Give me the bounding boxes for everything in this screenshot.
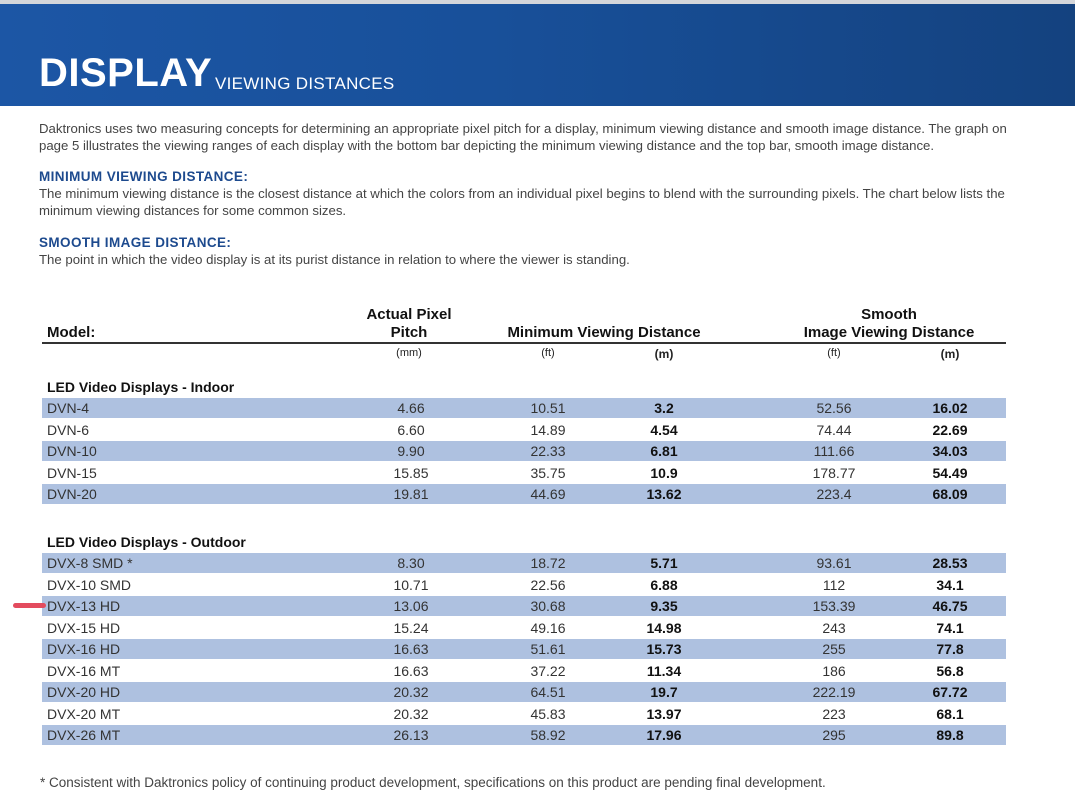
outdoor-group-title: LED Video Displays - Outdoor	[47, 534, 246, 550]
intro-paragraph: Daktronics uses two measuring concepts for determining an appropriate pixel pitch for a display, minimum viewing distance and smooth image distance. The graph on page 5 illustrates the viewing ranges of each display with the bottom bar depicting the minimum viewing distance and the top bar, smooth image distance.	[39, 121, 1007, 153]
cell-pitch: 4.66	[397, 400, 425, 416]
cell-min-m: 10.9	[650, 464, 678, 481]
col-header-pitch-line1: Actual Pixel	[366, 306, 452, 323]
cell-model: DVN-15	[47, 464, 97, 481]
cell-smooth-m: 22.69	[932, 421, 968, 438]
cell-smooth-m: 77.8	[936, 641, 964, 657]
cell-min-m: 6.81	[650, 443, 678, 459]
cell-min-m: 14.98	[646, 619, 682, 636]
table-row	[42, 596, 1006, 616]
cell-smooth-ft: 111.66	[813, 443, 855, 459]
cell-smooth-ft: 74.44	[816, 421, 852, 438]
col-header-smooth-line2: Image Viewing Distance	[803, 324, 975, 341]
cell-model: DVX-26 MT	[47, 727, 121, 743]
cell-min-ft: 10.51	[530, 400, 566, 416]
cell-min-m: 3.2	[654, 400, 674, 416]
unit-smooth-ft: (ft)	[827, 347, 841, 359]
cell-min-m: 5.71	[650, 555, 678, 571]
table-row	[42, 484, 1006, 504]
cell-smooth-m: 56.8	[936, 662, 964, 679]
row-marker	[13, 603, 46, 608]
table-row	[42, 661, 1006, 681]
cell-pitch: 16.63	[393, 641, 429, 657]
cell-min-ft: 45.83	[530, 705, 566, 722]
unit-smooth-m: (m)	[940, 347, 960, 361]
cell-min-ft: 18.72	[530, 555, 566, 571]
cell-model: DVX-20 HD	[47, 684, 121, 700]
cell-pitch: 6.60	[397, 421, 425, 438]
cell-min-m: 15.73	[646, 641, 682, 657]
cell-smooth-ft: 223	[822, 705, 846, 722]
indoor-group-title: LED Video Displays - Indoor	[47, 379, 235, 395]
page-subtitle: VIEWING DISTANCES	[215, 74, 395, 93]
cell-min-m: 13.62	[646, 486, 682, 502]
cell-smooth-m: 68.09	[932, 486, 968, 502]
cell-min-ft: 58.92	[530, 727, 566, 743]
cell-smooth-m: 74.1	[936, 619, 964, 636]
cell-min-ft: 22.56	[530, 576, 566, 593]
cell-smooth-ft: 186	[822, 662, 846, 679]
cell-model: DVX-20 MT	[47, 705, 121, 722]
cell-model: DVN-6	[47, 421, 90, 438]
cell-smooth-m: 54.49	[932, 464, 968, 481]
header-banner	[0, 4, 1075, 106]
col-header-smooth-line1: Smooth	[861, 306, 917, 323]
cell-model: DVX-10 SMD	[47, 576, 132, 593]
col-header-pitch-line2: Pitch	[390, 324, 428, 341]
cell-smooth-m: 34.03	[932, 443, 968, 459]
cell-smooth-m: 68.1	[936, 705, 964, 722]
smooth-distance-text: The point in which the video display is at its purist distance in relation to where the viewer is standing.	[39, 252, 630, 267]
table-row	[42, 575, 1006, 595]
min-distance-text: The minimum viewing distance is the closest distance at which the colors from an individual pixel begins to blend with the surrounding pixels. The chart below lists the minimum viewing distances for some common sizes.	[39, 186, 1005, 218]
col-header-model: Model:	[47, 324, 96, 341]
cell-smooth-m: 34.1	[936, 576, 964, 593]
table-row	[42, 398, 1006, 418]
footnote: * Consistent with Daktronics policy of continuing product development, specifications on this product are pending final development.	[40, 775, 826, 790]
table-row	[42, 441, 1006, 461]
cell-pitch: 13.06	[393, 598, 429, 614]
cell-pitch: 20.32	[393, 705, 429, 722]
cell-min-ft: 37.22	[530, 662, 566, 679]
cell-min-m: 13.97	[646, 705, 682, 722]
cell-pitch: 19.81	[393, 486, 429, 502]
page-title: DISPLAY	[39, 51, 213, 95]
cell-model: DVX-16 MT	[47, 662, 121, 679]
table-row	[42, 682, 1006, 702]
cell-min-m: 6.88	[650, 576, 678, 593]
cell-min-ft: 49.16	[530, 619, 566, 636]
cell-smooth-ft: 222.19	[812, 684, 856, 700]
cell-min-m: 11.34	[646, 662, 682, 679]
table-row	[42, 463, 1006, 483]
cell-min-ft: 30.68	[530, 598, 566, 614]
table-row	[42, 420, 1006, 440]
cell-min-m: 19.7	[650, 684, 678, 700]
cell-model: DVN-4	[47, 400, 90, 416]
cell-min-m: 9.35	[650, 598, 678, 614]
cell-pitch: 9.90	[397, 443, 425, 459]
table-row	[42, 553, 1006, 573]
cell-model: DVX-8 SMD *	[47, 555, 133, 571]
cell-pitch: 16.63	[393, 662, 429, 679]
header-rule	[42, 342, 1006, 344]
cell-smooth-ft: 178.77	[812, 464, 856, 481]
cell-smooth-m: 28.53	[932, 555, 968, 571]
cell-pitch: 20.32	[393, 684, 429, 700]
cell-model: DVX-15 HD	[47, 619, 121, 636]
unit-min-m: (m)	[654, 347, 674, 361]
cell-smooth-ft: 295	[822, 727, 846, 743]
cell-min-ft: 51.61	[530, 641, 566, 657]
cell-pitch: 26.13	[393, 727, 429, 743]
cell-min-m: 4.54	[650, 421, 678, 438]
cell-smooth-m: 16.02	[932, 400, 968, 416]
cell-model: DVN-10	[47, 443, 97, 459]
cell-pitch: 8.30	[397, 555, 425, 571]
table-row	[42, 618, 1006, 638]
cell-smooth-ft: 112	[822, 576, 846, 593]
cell-smooth-m: 46.75	[932, 598, 968, 614]
cell-smooth-ft: 153.39	[812, 598, 856, 614]
cell-smooth-m: 89.8	[936, 727, 964, 743]
cell-smooth-m: 67.72	[932, 684, 968, 700]
cell-model: DVN-20	[47, 486, 97, 502]
cell-smooth-ft: 243	[822, 619, 846, 636]
table-row	[42, 639, 1006, 659]
table-row	[42, 704, 1006, 724]
table-row	[42, 725, 1006, 745]
cell-smooth-ft: 223.4	[816, 486, 852, 502]
cell-smooth-ft: 93.61	[816, 555, 852, 571]
cell-min-m: 17.96	[646, 727, 682, 743]
col-header-min-distance: Minimum Viewing Distance	[507, 324, 701, 341]
cell-min-ft: 64.51	[530, 684, 566, 700]
cell-model: DVX-13 HD	[47, 598, 121, 614]
cell-min-ft: 22.33	[530, 443, 566, 459]
unit-pitch-mm: (mm)	[396, 347, 422, 359]
cell-min-ft: 44.69	[530, 486, 566, 502]
min-distance-heading: MINIMUM VIEWING DISTANCE:	[39, 169, 249, 184]
cell-pitch: 15.24	[393, 619, 429, 636]
smooth-distance-heading: SMOOTH IMAGE DISTANCE:	[39, 235, 232, 250]
cell-min-ft: 35.75	[530, 464, 566, 481]
cell-pitch: 10.71	[393, 576, 429, 593]
unit-min-ft: (ft)	[541, 347, 555, 359]
cell-min-ft: 14.89	[530, 421, 566, 438]
cell-pitch: 15.85	[393, 464, 429, 481]
cell-smooth-ft: 52.56	[816, 400, 852, 416]
cell-smooth-ft: 255	[822, 641, 846, 657]
cell-model: DVX-16 HD	[47, 641, 121, 657]
